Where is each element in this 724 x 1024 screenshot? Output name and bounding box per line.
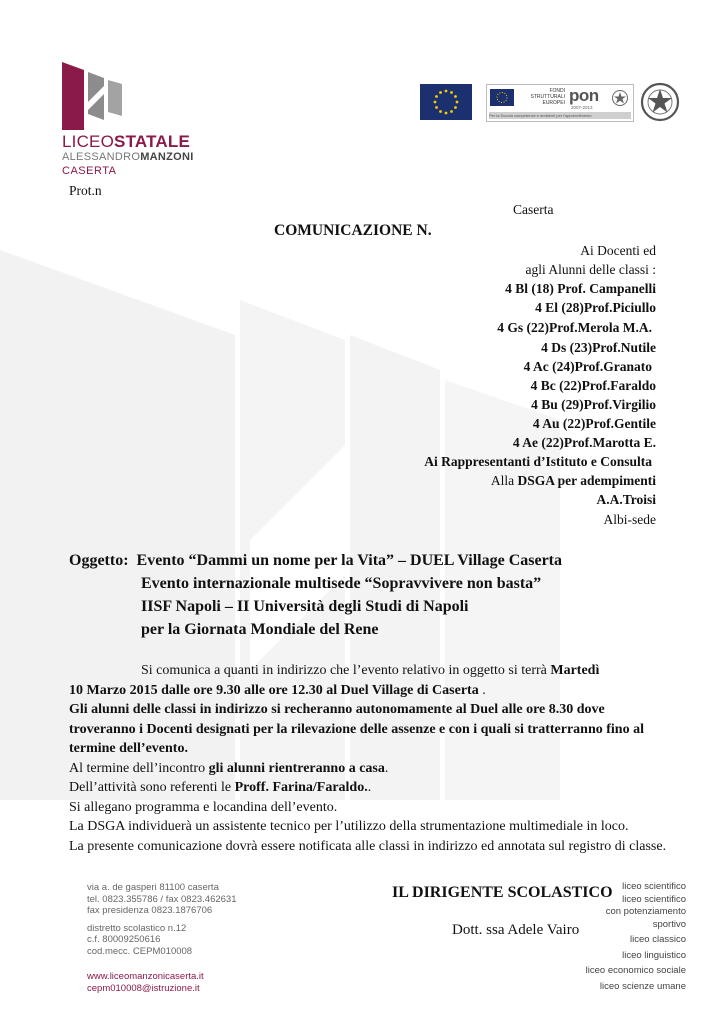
logo-word-statale: STATALE xyxy=(114,132,191,151)
footer-district-line: distretto scolastico n.12 xyxy=(87,922,187,934)
course-item: liceo scienze umane xyxy=(599,980,686,992)
representatives-line: Ai Rappresentanti d’Istituto e Consulta xyxy=(424,454,652,469)
signature-name: Dott. ssa Adele Vairo xyxy=(452,922,580,938)
communication-title: COMUNICAZIONE N. xyxy=(274,222,432,239)
body-p1-b: Martedì xyxy=(550,663,600,678)
eu-flag-icon xyxy=(420,84,472,120)
body-p3-c: . xyxy=(384,760,389,776)
pon-eu-flag-icon xyxy=(490,89,514,106)
course-item: con potenziamento xyxy=(605,906,686,917)
subject-line: Evento “Dammi un nome per la Vita” – DUEL Village Caserta xyxy=(136,552,563,569)
pon-fondi-text: FONDI STRUTTURALI EUROPEI xyxy=(530,88,565,106)
subject-line: IISF Napoli – II Università degli Studi di Napoli xyxy=(141,598,469,615)
recipients-intro-2: agli Alunni delle classi : xyxy=(525,262,656,277)
class-item: 4 El (28)Prof.Piciullo xyxy=(535,300,656,315)
class-item: 4 Gs (22)Prof.Merola M.A. xyxy=(497,320,652,335)
logo-word-manzoni: MANZONI xyxy=(140,151,194,163)
body-p7: La presente comunicazione dovrà essere notificata alle classi in indirizzo ed annotata sul registro di classe. xyxy=(69,838,667,854)
class-item: 4 Bc (22)Prof.Faraldo xyxy=(530,378,656,393)
course-item: liceo scientifico xyxy=(622,881,686,892)
class-item: 4 Ac (24)Prof.Granato xyxy=(523,359,652,374)
body-p4-b: Proff. Farina/Faraldo. xyxy=(234,780,368,795)
class-item: 4 Ae (22)Prof.Marotta E. xyxy=(512,435,656,450)
italian-republic-emblem-icon xyxy=(640,80,680,124)
school-logo-icon xyxy=(60,62,126,130)
body-p1-c: 10 Marzo 2015 dalle ore 9.30 alle ore 12.30 al Duel Village di Caserta xyxy=(69,682,479,698)
footer-address-line: via a. de gasperi 81100 caserta xyxy=(87,882,219,893)
signature-title: IL DIRIGENTE SCOLASTICO xyxy=(392,884,613,901)
recipients-intro-1: Ai Docenti ed xyxy=(580,243,656,258)
pon-tagline: Per la Scuola competenze e ambienti per l'apprendimento xyxy=(489,112,631,119)
footer-contacts xyxy=(87,882,237,994)
subject-block xyxy=(69,549,562,641)
course-item: liceo classico xyxy=(630,934,686,945)
place-label: Caserta xyxy=(513,202,554,217)
body-text xyxy=(69,661,669,856)
class-item: 4 Bl (18) Prof. Campanelli xyxy=(505,281,656,296)
dsga-line xyxy=(491,473,656,489)
logo-word-liceo: LICEO xyxy=(62,132,115,151)
body-p3-a: Al termine dell’incontro xyxy=(69,760,209,776)
logo-word-alessandro: ALESSANDRO xyxy=(62,151,141,163)
footer-email-link[interactable]: cepm010008@istruzione.it xyxy=(87,982,200,994)
subject-line: per la Giornata Mondiale del Rene xyxy=(141,621,379,638)
body-p2: Gli alunni delle classi in indirizzo si recheranno autonomamente al Duel alle ore 8.30 dove troveranno i Docenti designati per la rilevazione delle assenze e con i quali si tratterranno fino al termine dell’evento. xyxy=(69,702,644,756)
body-p1-a: Si comunica a quanti in indirizzo che l’evento relativo in oggetto si terrà xyxy=(141,663,551,678)
pon-period: 2007-2013 xyxy=(571,105,593,110)
body-p4-a: Dell’attività sono referenti le xyxy=(69,780,235,795)
class-item: 4 Au (22)Prof.Gentile xyxy=(532,416,656,431)
aa-line: A.A.Troisi xyxy=(596,492,656,507)
footer-address-line: tel. 0823.355786 / fax 0823.462631 xyxy=(87,893,237,905)
body-p4-c: . xyxy=(367,780,372,795)
logo-word-caserta: CASERTA xyxy=(62,165,117,177)
pon-logo xyxy=(486,84,634,122)
footer-courses xyxy=(546,881,686,993)
body-p3-b: gli alunni rientreranno a casa xyxy=(208,760,385,776)
footer-website-link[interactable]: www.liceomanzonicaserta.it xyxy=(87,971,204,982)
body-p5: Si allegano programma e locandina dell’evento. xyxy=(69,799,338,815)
body-p1-d: . xyxy=(478,682,486,698)
footer-district-line: c.f. 80009250616 xyxy=(87,934,161,945)
school-logo-text xyxy=(62,133,194,177)
course-item: liceo linguistico xyxy=(622,949,686,961)
subject-label: Oggetto: xyxy=(69,552,129,569)
footer-address-line: fax presidenza 0823.1876706 xyxy=(87,905,213,916)
class-item: 4 Ds (23)Prof.Nutile xyxy=(541,340,656,355)
dsga-prefix: Alla xyxy=(490,473,518,488)
body-p6: La DSGA individuerà un assistente tecnico per l’utilizzo della strumentazione multimediale in loco. xyxy=(69,819,629,834)
italian-emblem-small-icon xyxy=(611,88,629,108)
pon-word: pon xyxy=(569,86,599,105)
class-item: 4 Bu (29)Prof.Virgilio xyxy=(531,397,656,412)
protocol-number: Prot.n xyxy=(69,183,102,198)
albi-line: Albi-sede xyxy=(603,512,656,527)
footer-district-line: cod.mecc. CEPM010008 xyxy=(87,945,193,957)
dsga-bold: DSGA per adempimenti xyxy=(517,473,656,488)
subject-line: Evento internazionale multisede “Sopravvivere non basta” xyxy=(141,575,542,592)
course-item: liceo scientifico xyxy=(622,893,686,905)
course-item: liceo economico sociale xyxy=(585,965,686,976)
course-item: sportivo xyxy=(652,918,686,930)
